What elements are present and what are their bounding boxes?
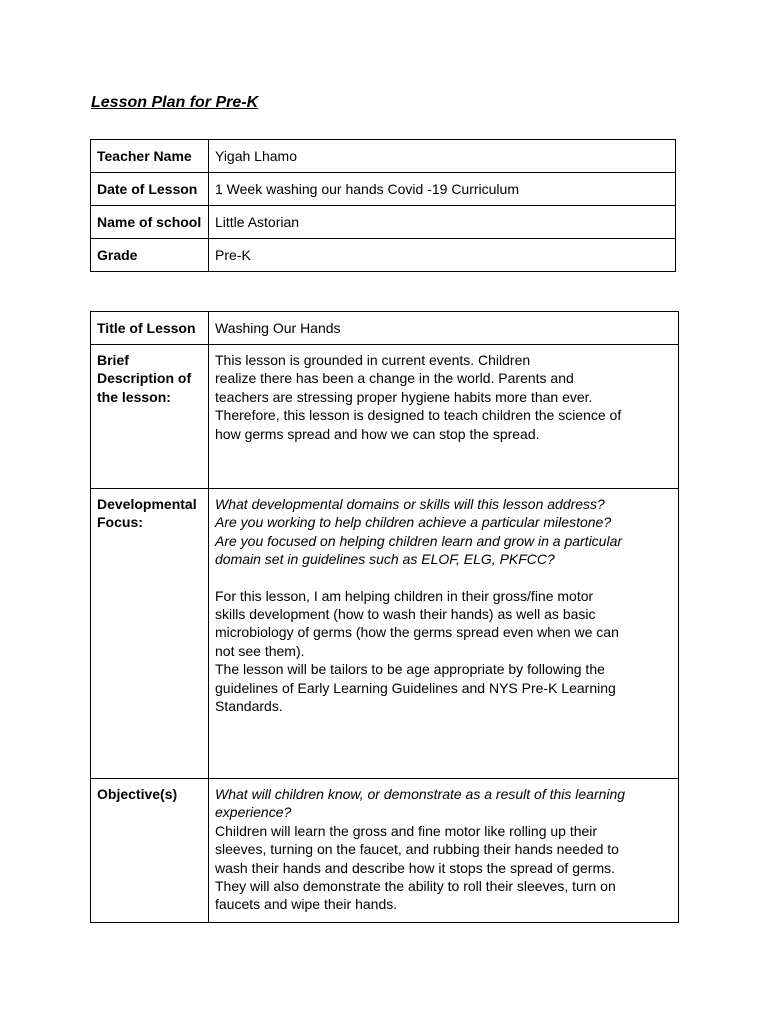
paragraph-spacer [215,569,672,587]
lesson-title-label: Title of Lesson [91,312,209,345]
lesson-title-row [91,312,679,345]
developmental-focus-row [91,489,679,779]
date-of-lesson-value: 1 Week washing our hands Covid -19 Curriculum [209,173,676,206]
objectives-value: Children will learn the gross and fine motor like rolling up their sleeves, turning on the faucet, and rubbing their hands needed to wash their hands and describe how it stops the spread of germs. They will also demonstrate the ability to roll their sleeves, turn on faucets and wipe their hands. [215,822,619,913]
lesson-info-table [90,139,676,272]
brief-description-row [91,345,679,489]
date-row [91,173,676,206]
document-title: Lesson Plan for Pre-K [91,94,259,111]
grade-value: Pre-K [209,239,676,272]
lesson-title-value: Washing Our Hands [209,312,679,345]
school-row [91,206,676,239]
teacher-row [91,140,676,173]
grade-row [91,239,676,272]
objectives-prompt: What will children know, or demonstrate as a result of this learning experience? [215,786,626,821]
school-name-label: Name of school [91,206,209,239]
developmental-focus-label: Developmental Focus: [91,489,209,779]
developmental-focus-prompt: What developmental domains or skills will this lesson address? Are you working to help children achieve a particular milestone? Are you focused on helping children learn and grow in a particular domain set in guidelines such as ELOF, ELG, PKFCC? [215,496,623,568]
teacher-name-label: Teacher Name [91,140,209,173]
developmental-focus-cell [209,489,679,779]
grade-label: Grade [91,239,209,272]
date-of-lesson-label: Date of Lesson [91,173,209,206]
teacher-name-value: Yigah Lhamo [209,140,676,173]
objectives-cell [209,779,679,923]
school-name-value: Little Astorian [209,206,676,239]
objectives-label: Objective(s) [91,779,209,923]
objectives-row [91,779,679,923]
brief-description-value: This lesson is grounded in current events. Children realize there has been a change in the world. Parents and teachers are stressing proper hygiene habits more than ever. Therefore, this lesson is designed to teach children the science of how germs spread and how we can stop the spread. [209,345,679,489]
developmental-focus-value: For this lesson, I am helping children in their gross/fine motor skills development (how to wash their hands) as well as basic microbiology of germs (how the germs spread even when we can not see them). The lesson will be tailors to be age appropriate by following the guidelines of Early Learning Guidelines and NYS Pre-K Learning Standards. [215,587,619,715]
lesson-details-table [90,311,679,923]
brief-description-label: Brief Description of the lesson: [91,345,209,489]
